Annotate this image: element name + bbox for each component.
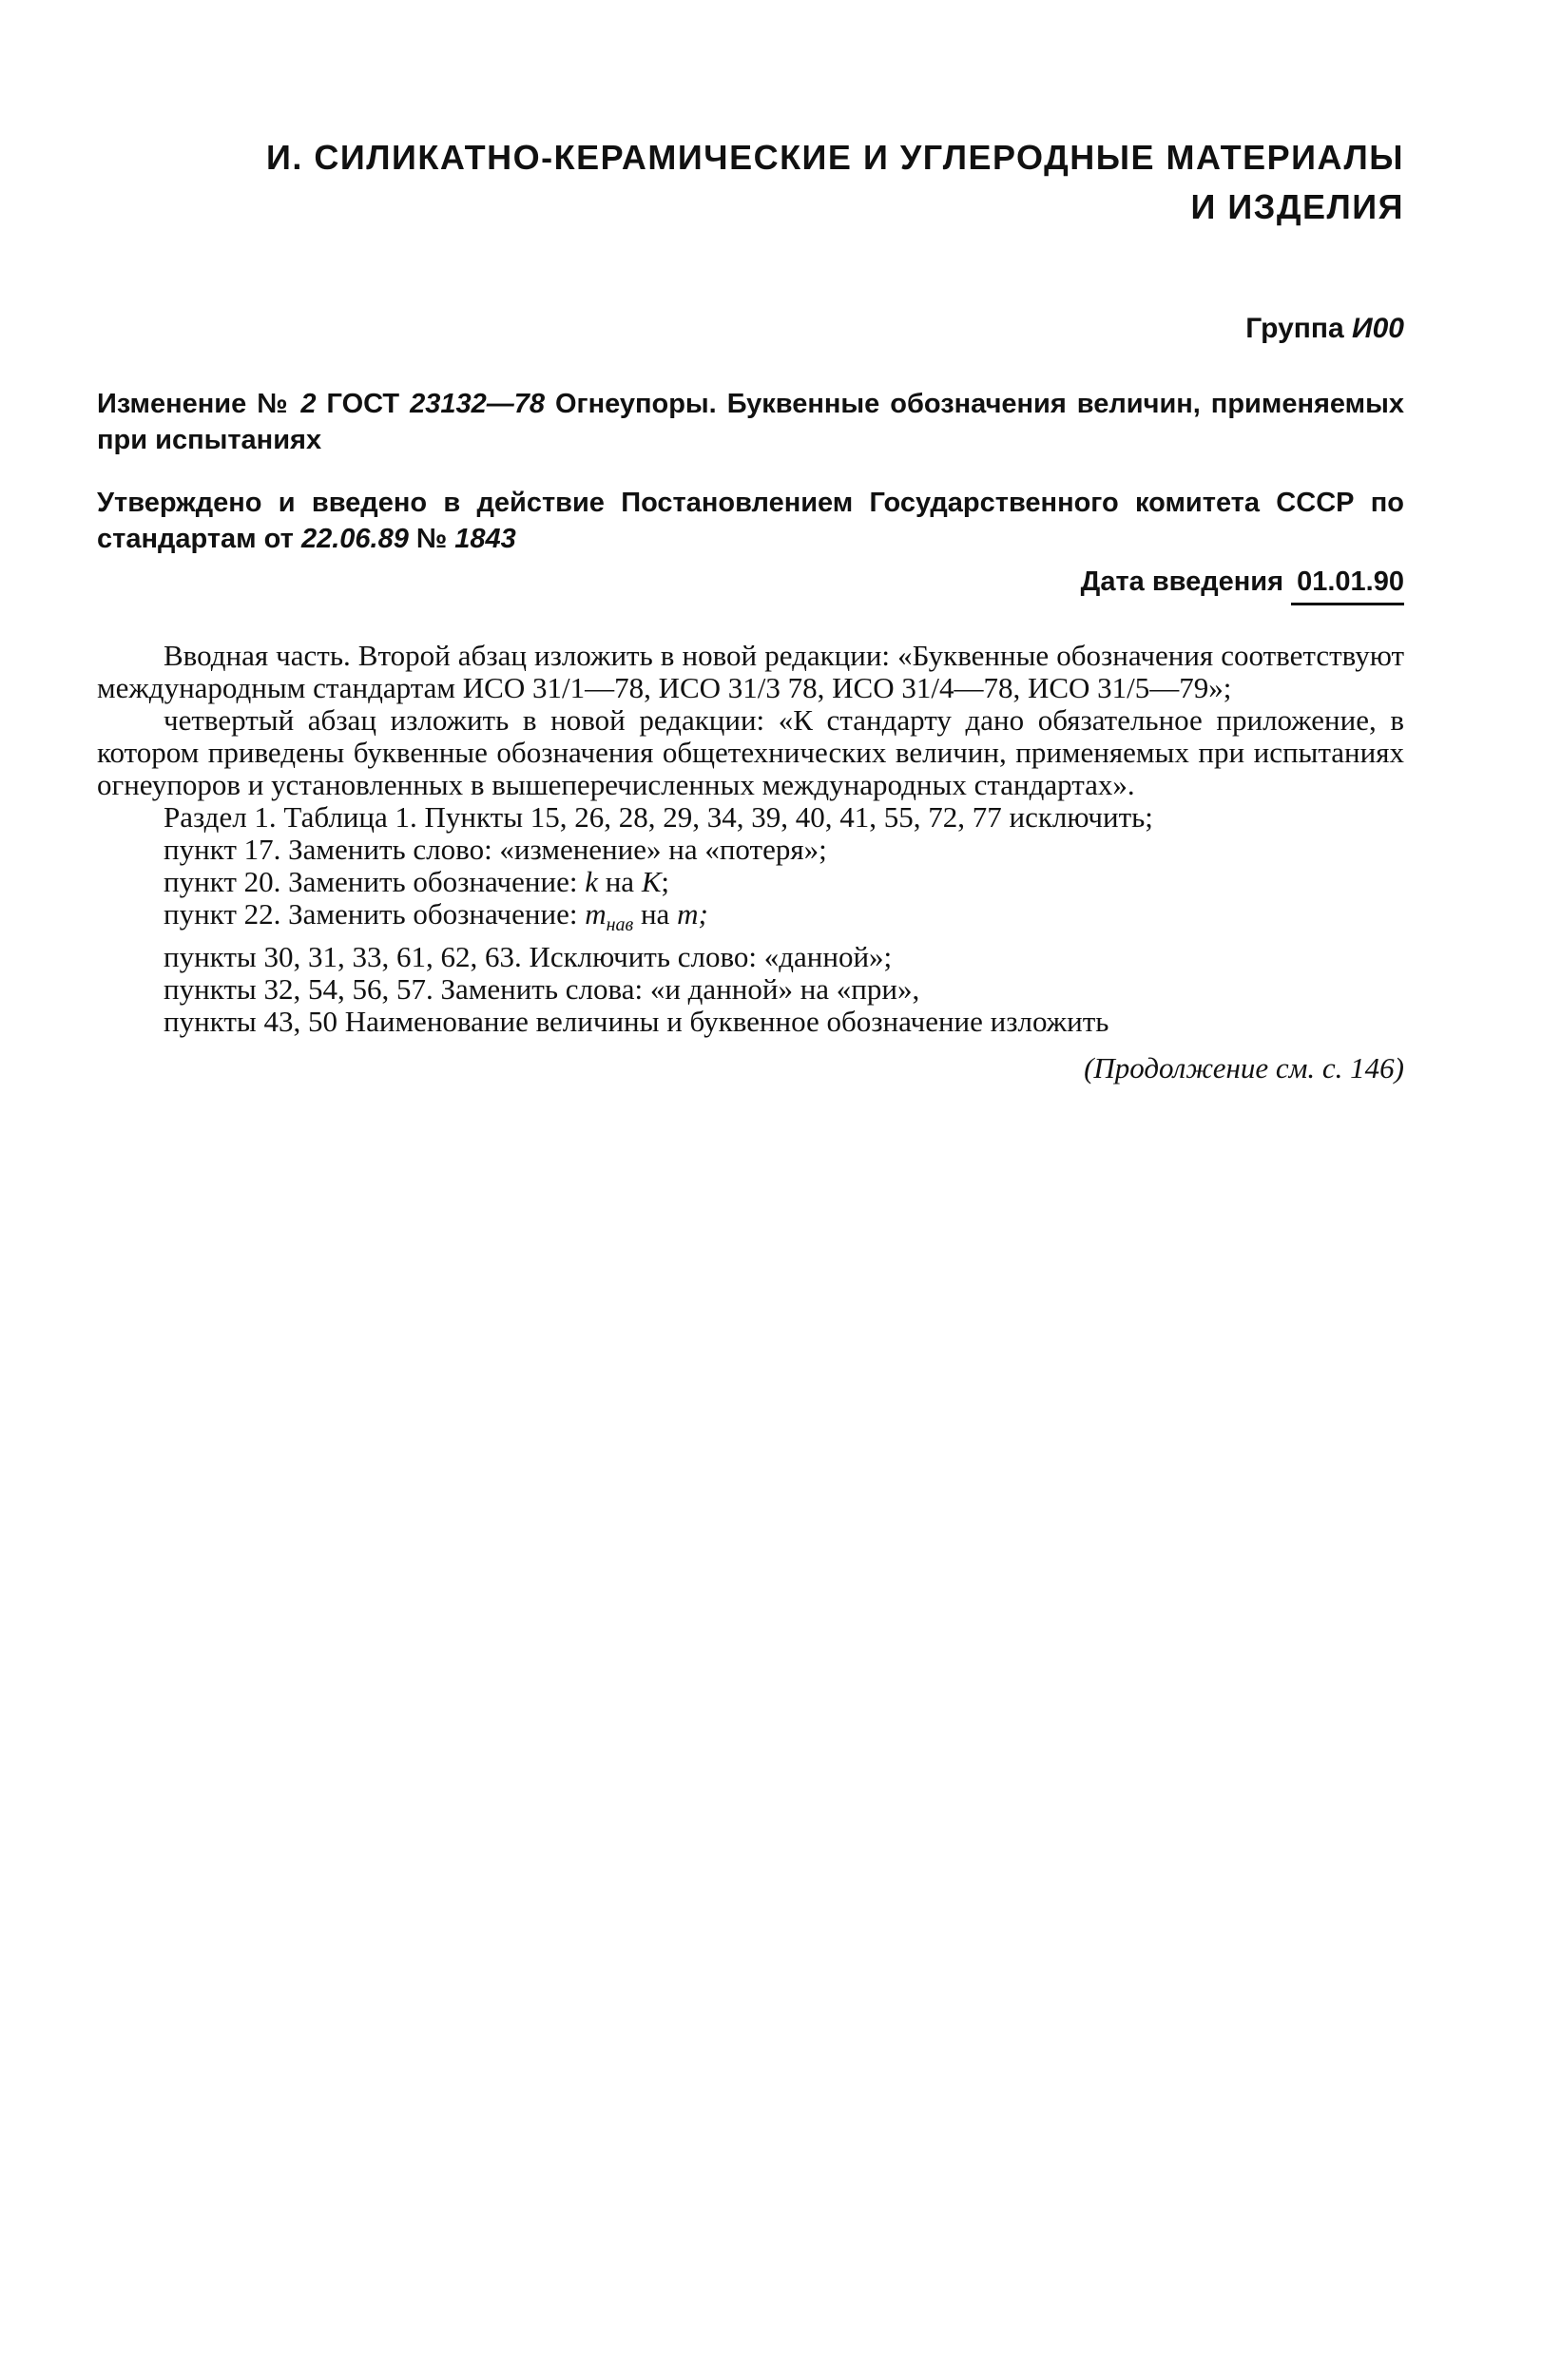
heading-standard: ГОСТ — [316, 389, 411, 419]
continuation-note: (Продолжение см. с. 146) — [1084, 1051, 1404, 1085]
paragraph-items43: пункты 43, 50 Наименование величины и буквенное обозначение изложить — [164, 1005, 1109, 1039]
heading-prefix: Изменение № — [97, 389, 301, 419]
item22-text-a: пункт 22. Заменить обозначение: — [164, 897, 586, 931]
standard-number: 23132—78 — [410, 389, 545, 419]
item20-text-b: на — [597, 865, 642, 898]
item20-symbol-new: К — [641, 865, 662, 898]
amendment-heading — [97, 386, 1404, 458]
document-page — [97, 133, 1404, 1085]
group-code — [97, 310, 1404, 348]
section-title — [97, 133, 1404, 232]
group-label: Группа — [1245, 313, 1353, 344]
item22-symbol-old: m — [585, 897, 607, 931]
item22-symbol-new: m; — [677, 897, 708, 931]
item20-text-c: ; — [661, 865, 670, 898]
amendment-number: 2 — [300, 389, 317, 419]
approval-date: 22.06.89 — [300, 524, 409, 554]
section-title-line1: И. СИЛИКАТНО-КЕРАМИЧЕСКИЕ И УГЛЕРОДНЫЕ МАТЕРИАЛЫ — [266, 138, 1404, 177]
item20-symbol-old: k — [585, 865, 598, 898]
paragraph-item17: пункт 17. Заменить слово: «изменение» на «потеря»; — [164, 833, 827, 866]
approval-text: Утверждено и введено в действие Постановлением Государственного комитета СССР по стандартам от — [97, 488, 1404, 554]
approval-number: 1843 — [454, 524, 516, 554]
approval-statement — [97, 485, 1404, 557]
paragraph-section1: Раздел 1. Таблица 1. Пункты 15, 26, 28, 29, 34, 39, 40, 41, 55, 72, 77 исключить; — [164, 800, 1153, 834]
item22-text-b: на — [633, 897, 678, 931]
approval-num-prefix: № — [408, 524, 455, 554]
effective-date-line — [97, 563, 1404, 605]
effective-date-value: 01.01.90 — [1291, 563, 1404, 605]
group-code-value: И00 — [1352, 313, 1404, 344]
paragraph-fourth-abzac: четвертый абзац изложить в новой редакции: «К стандарту дано обязательное приложение, в котором приведены буквенные обозначения общетехнических величин, применяемых при испытаниях огнеупоров и установленных в вышеперечисленных международных стандартах». — [97, 703, 1404, 801]
item22-symbol-subscript: нав — [606, 914, 634, 936]
paragraph-items30: пункты 30, 31, 33, 61, 62, 63. Исключить слово: «данной»; — [164, 940, 893, 974]
paragraph-items32: пункты 32, 54, 56, 57. Заменить слова: «и данной» на «при», — [164, 972, 920, 1007]
paragraph-intro: Вводная часть. Второй абзац изложить в новой редакции: «Буквенные обозначения соответствуют международным стандартам ИСО 31/1—78, ИСО 31/3 78, ИСО 31/4—78, ИСО 31/5—79»; — [97, 639, 1404, 704]
section-title-line2: И ИЗДЕЛИЯ — [1190, 187, 1404, 226]
amendment-body — [97, 640, 1404, 1038]
paragraph-item22 — [97, 898, 1404, 941]
heading-title: Огнеупоры. Буквенные обозначения величин, применяемых при испытаниях — [97, 389, 1404, 455]
paragraph-item20 — [97, 866, 1404, 898]
item20-text-a: пункт 20. Заменить обозначение: — [164, 865, 586, 898]
effective-date-label: Дата введения — [1080, 566, 1292, 597]
